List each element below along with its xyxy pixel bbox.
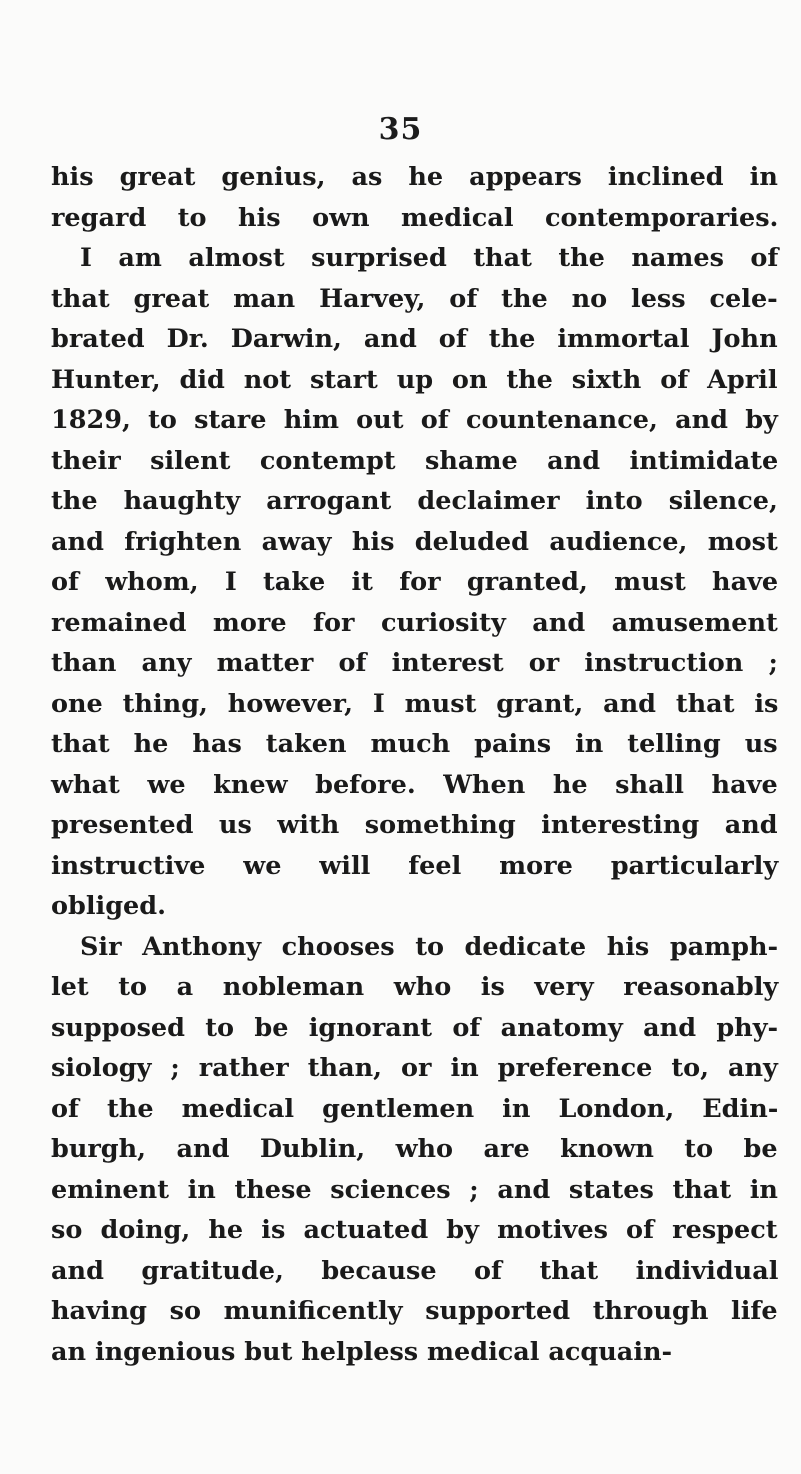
text-line: having so munificently supported through life [51, 1296, 778, 1326]
text-line: Sir Anthony chooses to dedicate his pamph- [80, 931, 779, 962]
text-line: of whom, I take it for granted, must have [51, 567, 779, 597]
text-line: and gratitude, because of that individual [51, 1255, 779, 1286]
text-line: his great genius, as he appears inclined in [51, 162, 778, 192]
text-line: let to a nobleman who is very reasonably [51, 972, 779, 1002]
text-line: one thing, however, I must grant, and that is [51, 688, 779, 719]
text-line: that he has taken much pains in telling us [51, 729, 778, 759]
text-line: that great man Harvey, of the no less cele- [51, 283, 778, 314]
text-line: instructive we will feel more particularly [51, 850, 779, 881]
text-line: supposed to be ignorant of anatomy and phy- [51, 1012, 779, 1043]
text-line: what we knew before. When he shall have [51, 769, 778, 800]
text-line: obliged. [51, 891, 166, 921]
text-line: of the medical gentlemen in London, Edin- [51, 1093, 779, 1124]
text-line: regard to his own medical contemporaries. [51, 202, 779, 233]
text-line: their silent contempt shame and intimidate [51, 445, 779, 476]
text-line: Hunter, did not start up on the sixth of April [51, 364, 778, 395]
text-line: burgh, and Dublin, who are known to be [51, 1134, 778, 1164]
text-line: and frighten away his deluded audience, most [51, 526, 778, 557]
text-line: so doing, he is actuated by motives of respect [51, 1215, 778, 1245]
text-line: the haughty arrogant declaimer into silence, [51, 486, 778, 516]
page-number: 35 [378, 112, 423, 147]
text-line: eminent in these sciences ; and states that in [51, 1174, 778, 1205]
text-line: presented us with something interesting and [51, 810, 778, 840]
text-line: I am almost surprised that the names of [80, 243, 779, 273]
text-line: 1829, to stare him out of countenance, and by [51, 405, 778, 435]
text-line: siology ; rather than, or in preference to, any [51, 1053, 778, 1083]
text-line: an ingenious but helpless medical acquain- [51, 1336, 673, 1367]
text-line: brated Dr. Darwin, and of the immortal John [51, 324, 778, 354]
text-line: than any matter of interest or instruction ; [51, 648, 778, 678]
text-line: remained more for curiosity and amusement [51, 607, 778, 638]
